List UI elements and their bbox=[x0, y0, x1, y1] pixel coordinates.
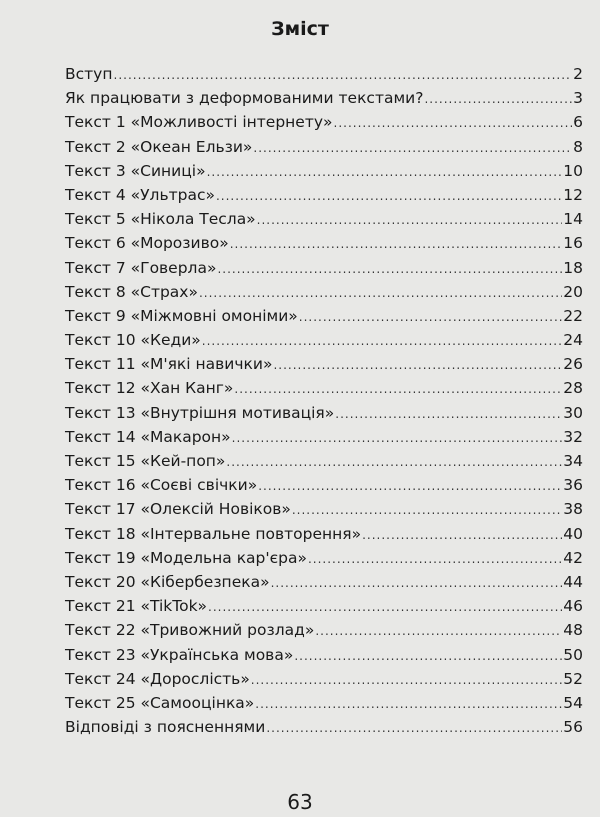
toc-entry-page: 36 bbox=[563, 476, 583, 495]
toc-entry-page: 42 bbox=[563, 548, 583, 567]
dot-leader bbox=[292, 498, 562, 522]
dot-leader bbox=[217, 257, 562, 281]
toc-entry bbox=[65, 643, 583, 667]
dot-leader bbox=[202, 329, 562, 353]
toc-entry-page: 12 bbox=[563, 185, 583, 204]
toc-entry bbox=[65, 376, 583, 400]
toc-entry-page: 40 bbox=[563, 524, 583, 543]
toc-entry bbox=[65, 449, 583, 473]
toc-entry-page: 38 bbox=[563, 500, 583, 519]
dot-leader bbox=[230, 232, 563, 256]
toc-entry-page: 34 bbox=[563, 452, 583, 470]
dot-leader bbox=[294, 644, 562, 668]
toc-entry bbox=[65, 280, 583, 304]
toc-entry bbox=[65, 256, 583, 280]
toc-entry-label: Текст 18 «Інтервальне повторення» bbox=[65, 524, 362, 543]
dot-leader bbox=[255, 692, 562, 716]
dot-leader bbox=[257, 208, 563, 232]
toc-entry bbox=[65, 159, 583, 183]
toc-entry-page: 16 bbox=[563, 234, 583, 253]
dot-leader bbox=[273, 353, 562, 377]
dot-leader bbox=[232, 426, 563, 450]
toc-entry bbox=[65, 62, 583, 86]
toc-entry-page: 22 bbox=[563, 306, 583, 325]
toc-entry-page: 26 bbox=[563, 355, 583, 374]
toc-entry bbox=[65, 183, 583, 207]
toc-entry bbox=[65, 110, 583, 134]
toc-entry bbox=[65, 594, 583, 618]
toc-entry-label: Текст 12 «Хан Канг» bbox=[65, 379, 234, 398]
dot-leader bbox=[253, 136, 572, 160]
toc-entry bbox=[65, 352, 583, 376]
toc-entry-label: Текст 23 «Українська мова» bbox=[65, 645, 294, 664]
dot-leader bbox=[216, 184, 562, 208]
toc-entry-page: 14 bbox=[563, 210, 583, 229]
toc-entry-page: 56 bbox=[563, 718, 583, 737]
dot-leader bbox=[271, 571, 563, 595]
toc-entry-label: Текст 8 «Страх» bbox=[65, 282, 198, 301]
dot-leader bbox=[226, 450, 562, 474]
page-title: Зміст bbox=[271, 18, 329, 40]
toc-entry-label: Текст 3 «Синиці» bbox=[65, 161, 206, 180]
dot-leader bbox=[266, 716, 562, 740]
toc-entry-label: Текст 24 «Дорослість» bbox=[65, 669, 250, 688]
toc-entry bbox=[65, 570, 583, 594]
dot-leader bbox=[207, 160, 563, 184]
toc-entry-page: 52 bbox=[563, 669, 583, 688]
toc-entry-page: 44 bbox=[563, 572, 583, 591]
toc-entry bbox=[65, 691, 583, 715]
dot-leader bbox=[299, 305, 562, 329]
dot-leader bbox=[234, 377, 562, 401]
toc-entry-label: Текст 9 «Міжмовні омоніми» bbox=[65, 306, 298, 325]
page-number: 63 bbox=[287, 790, 313, 814]
dot-leader bbox=[334, 111, 573, 135]
toc-entry-label: Текст 16 «Соєві свічки» bbox=[65, 476, 258, 495]
toc-entry-label: Текст 25 «Самооцінка» bbox=[65, 693, 255, 712]
toc-entry-page: 28 bbox=[563, 379, 583, 398]
toc-entry bbox=[65, 497, 583, 521]
toc-entry-label: Текст 15 «Кей-поп» bbox=[65, 452, 226, 470]
toc-entry-label: Текст 19 «Модельна кар'єра» bbox=[65, 548, 307, 567]
toc-entry bbox=[65, 425, 583, 449]
toc-entry-label: Текст 13 «Внутрішня мотивація» bbox=[65, 403, 335, 422]
toc-entry bbox=[65, 135, 583, 159]
toc-entry bbox=[65, 304, 583, 328]
toc-entry-page: 20 bbox=[563, 282, 583, 301]
toc-entry bbox=[65, 86, 583, 110]
toc-entry-label: Текст 20 «Кібербезпека» bbox=[65, 572, 270, 591]
toc-entry-label: Текст 2 «Океан Ельзи» bbox=[65, 137, 253, 156]
toc-entry-page: 32 bbox=[563, 427, 583, 446]
toc-entry-page: 50 bbox=[563, 645, 583, 664]
toc-entry-label: Текст 21 «TikTok» bbox=[65, 597, 208, 616]
toc-entry-label: Текст 14 «Макарон» bbox=[65, 427, 231, 446]
toc-entry-page: 10 bbox=[563, 161, 583, 180]
toc-entry bbox=[65, 618, 583, 642]
toc-entry-page: 8 bbox=[573, 137, 583, 156]
toc-entry bbox=[65, 546, 583, 570]
dot-leader bbox=[308, 547, 562, 571]
toc-entry-label: Текст 11 «М'які навички» bbox=[65, 355, 273, 374]
toc-entry-page: 2 bbox=[573, 65, 583, 83]
dot-leader bbox=[258, 474, 562, 498]
toc-entry-label: Текст 6 «Морозиво» bbox=[65, 234, 229, 253]
toc-entry bbox=[65, 522, 583, 546]
toc-entry-page: 18 bbox=[563, 258, 583, 277]
toc-entry-page: 3 bbox=[573, 89, 583, 108]
toc-entry-page: 6 bbox=[573, 113, 583, 132]
toc-entry-label: Вступ bbox=[65, 65, 113, 83]
toc-entry-page: 46 bbox=[563, 597, 583, 616]
dot-leader bbox=[251, 668, 562, 692]
toc-entry-label: Текст 17 «Олексій Новіков» bbox=[65, 500, 291, 519]
toc-entry bbox=[65, 207, 583, 231]
dot-leader bbox=[199, 281, 562, 305]
dot-leader bbox=[315, 619, 562, 643]
toc-entry bbox=[65, 231, 583, 255]
toc-entry bbox=[65, 667, 583, 691]
dot-leader bbox=[208, 595, 562, 619]
toc-entry-page: 30 bbox=[563, 403, 583, 422]
toc-entry-label: Текст 5 «Нікола Тесла» bbox=[65, 210, 256, 229]
toc-entry bbox=[65, 715, 583, 739]
dot-leader bbox=[114, 63, 573, 87]
toc-entry bbox=[65, 401, 583, 425]
toc-entry-label: Текст 7 «Говерла» bbox=[65, 258, 217, 277]
toc-entry-label: Відповіді з поясненнями bbox=[65, 718, 266, 737]
toc-entry-page: 24 bbox=[563, 331, 583, 350]
dot-leader bbox=[424, 87, 572, 111]
toc-entry-page: 54 bbox=[563, 693, 583, 712]
toc-entry-label: Текст 10 «Кеди» bbox=[65, 331, 201, 350]
toc-entry-label: Текст 1 «Можливості інтернету» bbox=[65, 113, 333, 132]
toc-entry-page: 48 bbox=[563, 621, 583, 640]
toc-entry-label: Як працювати з деформованими текстами? bbox=[65, 89, 424, 108]
dot-leader bbox=[335, 402, 562, 426]
dot-leader bbox=[362, 523, 562, 547]
toc-entry-label: Текст 4 «Ультрас» bbox=[65, 185, 215, 204]
toc-entry-label: Текст 22 «Тривожний розлад» bbox=[65, 621, 315, 640]
toc-entry bbox=[65, 473, 583, 497]
table-of-contents bbox=[65, 62, 583, 739]
toc-entry bbox=[65, 328, 583, 352]
